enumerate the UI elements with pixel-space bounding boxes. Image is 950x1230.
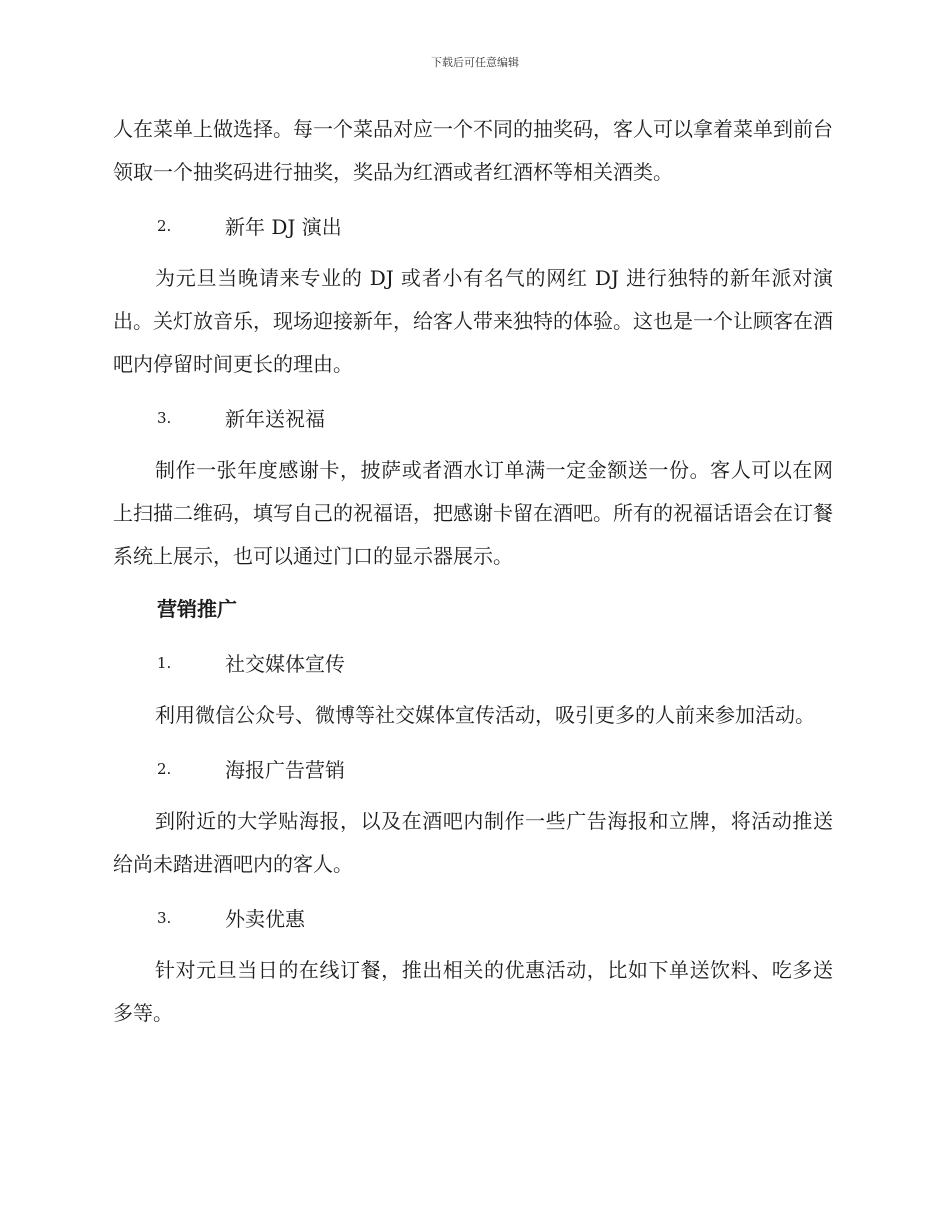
list-item-title: 新年送祝福 bbox=[225, 407, 325, 431]
list-number: 3. bbox=[157, 408, 172, 427]
list-number: 2. bbox=[157, 759, 172, 778]
list-item-new-year-blessing bbox=[113, 396, 833, 439]
list-item-social-media bbox=[113, 641, 833, 684]
document-body bbox=[113, 108, 833, 1045]
list-item-title: 新年 DJ 演出 bbox=[225, 215, 342, 239]
list-number: 1. bbox=[157, 653, 172, 672]
list-item-takeout-discount bbox=[113, 896, 833, 939]
list-item-poster-marketing bbox=[113, 747, 833, 790]
paragraph-takeout-discount: 针对元旦当日的在线订餐，推出相关的优惠活动，比如下单送饮料、吃多送多等。 bbox=[113, 958, 833, 1025]
paragraph-lottery-continuation: 人在菜单上做选择。每一个菜品对应一个不同的抽奖码，客人可以拿着菜单到前台领取一个抽奖码进行抽奖，奖品为红酒或者红酒杯等相关酒类。 bbox=[113, 117, 833, 184]
list-item-dj-performance bbox=[113, 204, 833, 247]
section-heading-marketing: 营销推广 bbox=[157, 597, 237, 621]
list-number: 3. bbox=[157, 908, 172, 927]
list-number: 2. bbox=[157, 216, 172, 235]
list-item-title: 外卖优惠 bbox=[225, 907, 305, 931]
page-header: 下载后可任意编辑 bbox=[431, 56, 519, 69]
list-item-title: 社交媒体宣传 bbox=[225, 652, 345, 676]
paragraph-poster-marketing: 到附近的大学贴海报，以及在酒吧内制作一些广告海报和立牌，将活动推送给尚未踏进酒吧内的客人。 bbox=[113, 809, 833, 876]
list-item-title: 海报广告营销 bbox=[225, 758, 345, 782]
paragraph-social-media: 利用微信公众号、微博等社交媒体宣传活动，吸引更多的人前来参加活动。 bbox=[155, 703, 815, 727]
paragraph-dj-performance: 为元旦当晚请来专业的 DJ 或者小有名气的网红 DJ 进行独特的新年派对演出。关灯放音乐，现场迎接新年，给客人带来独特的体验。这也是一个让顾客在酒吧内停留时间更长的理由。 bbox=[113, 266, 833, 376]
paragraph-new-year-blessing: 制作一张年度感谢卡，披萨或者酒水订单满一定金额送一份。客人可以在网上扫描二维码，填写自己的祝福语，把感谢卡留在酒吧。所有的祝福话语会在订餐系统上展示，也可以通过门口的显示器展示。 bbox=[113, 458, 833, 568]
